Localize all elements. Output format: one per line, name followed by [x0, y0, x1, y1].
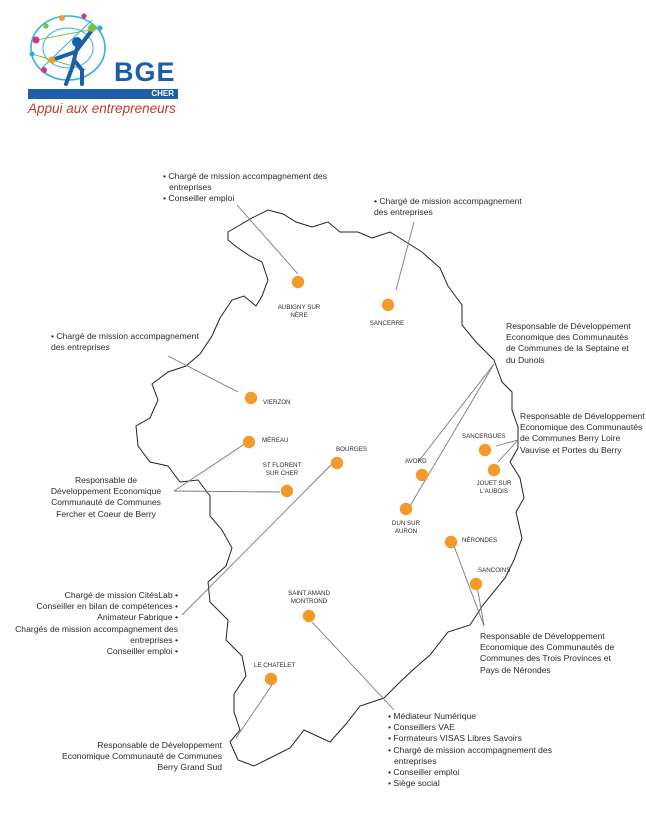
annotation-berry-loire: Responsable de Développement Economique des Communautés de Communes Berry Loire Vauvise et Portes du Berry: [520, 411, 645, 455]
department-outline: [136, 210, 524, 766]
annotation-aubigny: • Chargé de mission accompagnement des entreprises • Conseiller emploi: [163, 171, 327, 204]
marker-vierzon[interactable]: [245, 392, 257, 404]
marker-sancergues[interactable]: [479, 444, 491, 456]
city-label-avord: AVORD: [405, 458, 427, 465]
city-label-jouet: JOUET SUR L'AUBOIS: [476, 480, 512, 495]
city-label-dun: DUN SUR AURON: [391, 520, 421, 535]
annotation-saint-amand: • Médiateur Numérique • Conseillers VAE • Formateurs VISAS Libres Savoirs • Chargé de mission accompagnement des entreprises • Conseiller emploi • Siège social: [388, 711, 552, 789]
marker-nerondes[interactable]: [445, 536, 457, 548]
city-label-nerondes: NÉRONDES: [462, 537, 498, 544]
city-label-sancerre: SANCERRE: [369, 320, 405, 327]
leader-lines: [168, 205, 518, 738]
city-markers: [243, 276, 500, 685]
annotation-vierzon: • Chargé de mission accompagnement des entreprises: [51, 331, 199, 353]
city-label-stflorent: ST FLORENT SUR CHER: [262, 462, 302, 477]
marker-sancoins[interactable]: [470, 578, 482, 590]
annotation-sancerre: • Chargé de mission accompagnement des entreprises: [374, 196, 522, 218]
marker-bourges[interactable]: [331, 457, 343, 469]
marker-mereau[interactable]: [243, 436, 255, 448]
logo-brand: BGE: [114, 57, 176, 87]
marker-sancerre[interactable]: [382, 299, 394, 311]
marker-aubigny[interactable]: [292, 276, 304, 288]
marker-saintamand[interactable]: [303, 610, 315, 622]
annotation-septaine: Responsable de Développement Economique des Communautés de Communes de la Septaine et du Dunois: [506, 321, 631, 365]
marker-lechatelet[interactable]: [265, 673, 277, 685]
city-label-lechatelet: LE CHATELET: [254, 662, 296, 669]
marker-jouet[interactable]: [488, 464, 500, 476]
annotation-berry-grand-sud: Responsable de Développement Economique Communauté de Communes Berry Grand Sud: [61, 740, 222, 773]
city-label-bourges: BOURGES: [336, 446, 367, 453]
annotation-trois-provinces: Responsable de Développement Economique des Communautés de Communes des Trois Provinces et Pays de Nérondes: [480, 631, 615, 675]
city-label-saintamand: SAINT AMAND MONTROND: [288, 590, 330, 605]
annotation-fercher: Responsable de Développement Economique Communauté de Communes Fercher et Coeur de Berry: [50, 475, 162, 519]
annotation-bourges: Chargé de mission CitésLab • Conseiller en bilan de compétences • Animateur Fabrique • Chargés de mission accompagnement des entreprises • Conseiller emploi •: [15, 590, 178, 657]
city-label-mereau: MÉREAU: [262, 437, 289, 444]
marker-dun[interactable]: [400, 503, 412, 515]
marker-stflorent[interactable]: [281, 485, 293, 497]
logo-subbrand: CHER: [151, 89, 174, 98]
city-label-vierzon: VIERZON: [263, 399, 291, 406]
logo-tagline: Appui aux entrepreneurs: [28, 101, 176, 116]
marker-avord[interactable]: [416, 469, 428, 481]
city-label-aubigny: AUBIGNY SUR NÈRE: [277, 304, 321, 319]
city-label-sancergues: SANCERGUES: [462, 433, 506, 440]
city-label-sancoins: SANCOINS: [478, 567, 511, 574]
